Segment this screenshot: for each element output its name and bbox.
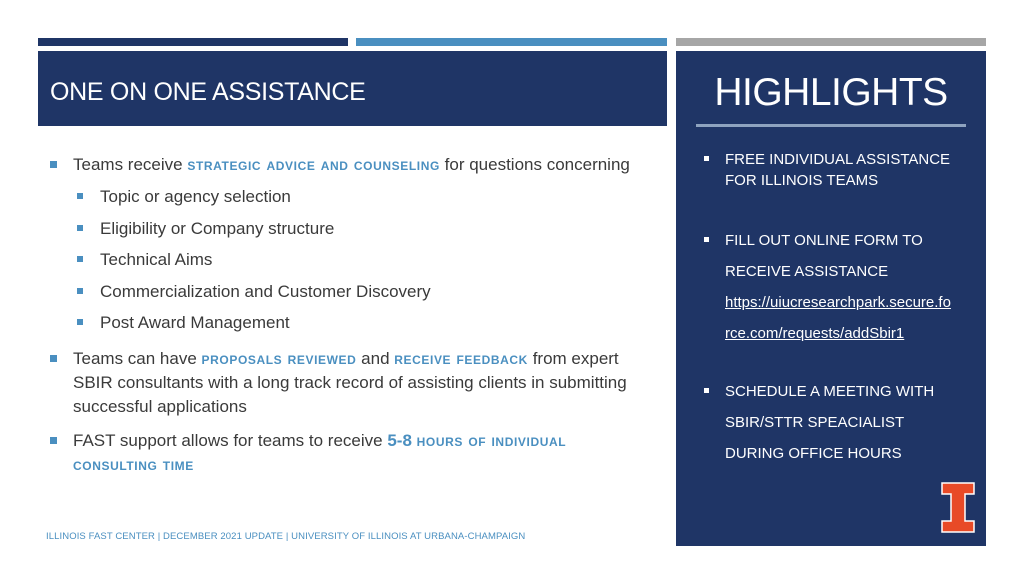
subitem-commercialization bbox=[50, 276, 650, 308]
footer: ILLINOIS FAST CENTER | DECEMBER 2021 UPDATE | UNIVERSITY OF ILLINOIS AT URBANA-CHAMPAIGN bbox=[46, 531, 526, 542]
sub-bullet-square-icon bbox=[77, 319, 83, 325]
highlight-strategic-advice: strategic advice and counseling bbox=[187, 155, 440, 174]
bullet-strategic-advice bbox=[50, 153, 650, 177]
bullet-text-post: for questions concerning bbox=[444, 155, 630, 174]
bullet-text-pre: FAST support allows for teams to receive bbox=[73, 430, 383, 450]
highlights-list bbox=[676, 149, 986, 469]
highlights-divider bbox=[696, 124, 966, 127]
highlight-item-text: DURING OFFICE HOURS bbox=[725, 445, 902, 462]
highlight-consulting-time: hours of individual consulting time bbox=[73, 430, 567, 474]
accent-bar-blue bbox=[356, 38, 667, 46]
subitem-label: Eligibility or Company structure bbox=[100, 218, 335, 238]
bullet-square-icon bbox=[50, 355, 57, 362]
bullet-fast-support bbox=[50, 429, 650, 477]
highlight-hours-number: 5-8 bbox=[387, 430, 412, 450]
bullet-square-icon bbox=[704, 388, 709, 393]
sub-bullet-square-icon bbox=[77, 193, 83, 199]
highlights-panel bbox=[676, 51, 986, 546]
accent-bar-navy bbox=[38, 38, 348, 46]
highlight-item-online-form bbox=[676, 225, 986, 349]
subitem-label: Commercialization and Customer Discovery bbox=[100, 281, 431, 301]
bullet-square-icon bbox=[50, 437, 57, 444]
highlight-proposals-reviewed: proposals reviewed bbox=[201, 348, 357, 368]
bullet-square-icon bbox=[704, 156, 709, 161]
block-i-logo-icon bbox=[941, 482, 975, 533]
main-content bbox=[50, 153, 650, 477]
subitem-label: Post Award Management bbox=[100, 313, 290, 332]
bullet-text-pre: Teams can have bbox=[73, 348, 197, 368]
highlight-receive-feedback: receive feedback bbox=[394, 348, 528, 368]
highlight-item-text: FILL OUT ONLINE FORM TO bbox=[725, 232, 923, 249]
accent-bar-gray bbox=[676, 38, 986, 46]
request-form-link-part2[interactable]: rce.com/requests/addSbir1 bbox=[725, 325, 905, 342]
highlight-item-text: SBIR/STTR SPEACIALIST bbox=[725, 414, 905, 431]
subitem-technical-aims bbox=[50, 244, 650, 276]
highlight-item-schedule-meeting bbox=[676, 376, 986, 469]
title-banner bbox=[38, 51, 667, 126]
subitem-topic bbox=[50, 181, 650, 213]
sub-bullet-square-icon bbox=[77, 256, 83, 262]
subitem-label: Topic or agency selection bbox=[100, 187, 291, 206]
sub-bullet-square-icon bbox=[77, 225, 83, 231]
highlight-item-free-assistance bbox=[676, 149, 986, 191]
highlight-item-text: RECEIVE ASSISTANCE bbox=[725, 263, 889, 280]
bullet-text-pre: Teams receive bbox=[73, 155, 183, 174]
subitem-label: Technical Aims bbox=[100, 250, 213, 269]
bullet-square-icon bbox=[704, 237, 709, 242]
subitem-eligibility bbox=[50, 213, 650, 245]
bullet-text-mid: and bbox=[361, 348, 390, 368]
bullet-square-icon bbox=[50, 161, 57, 168]
subitem-post-award bbox=[50, 307, 650, 339]
sub-bullet-square-icon bbox=[77, 288, 83, 294]
highlights-title: HIGHLIGHTS bbox=[714, 71, 948, 114]
request-form-link-part1[interactable]: https://uiucresearchpark.secure.fo bbox=[725, 294, 951, 311]
slide-title: ONE ON ONE ASSISTANCE bbox=[50, 78, 366, 106]
highlight-item-text: FREE INDIVIDUAL ASSISTANCE FOR ILLINOIS TEAMS bbox=[725, 151, 951, 189]
bullet-proposals-reviewed bbox=[50, 347, 650, 419]
bullet-text-post: from expert SBIR consultants with a long track record of assisting clients in submitting successful applications bbox=[73, 348, 627, 416]
highlight-item-text: SCHEDULE A MEETING WITH bbox=[725, 383, 935, 400]
